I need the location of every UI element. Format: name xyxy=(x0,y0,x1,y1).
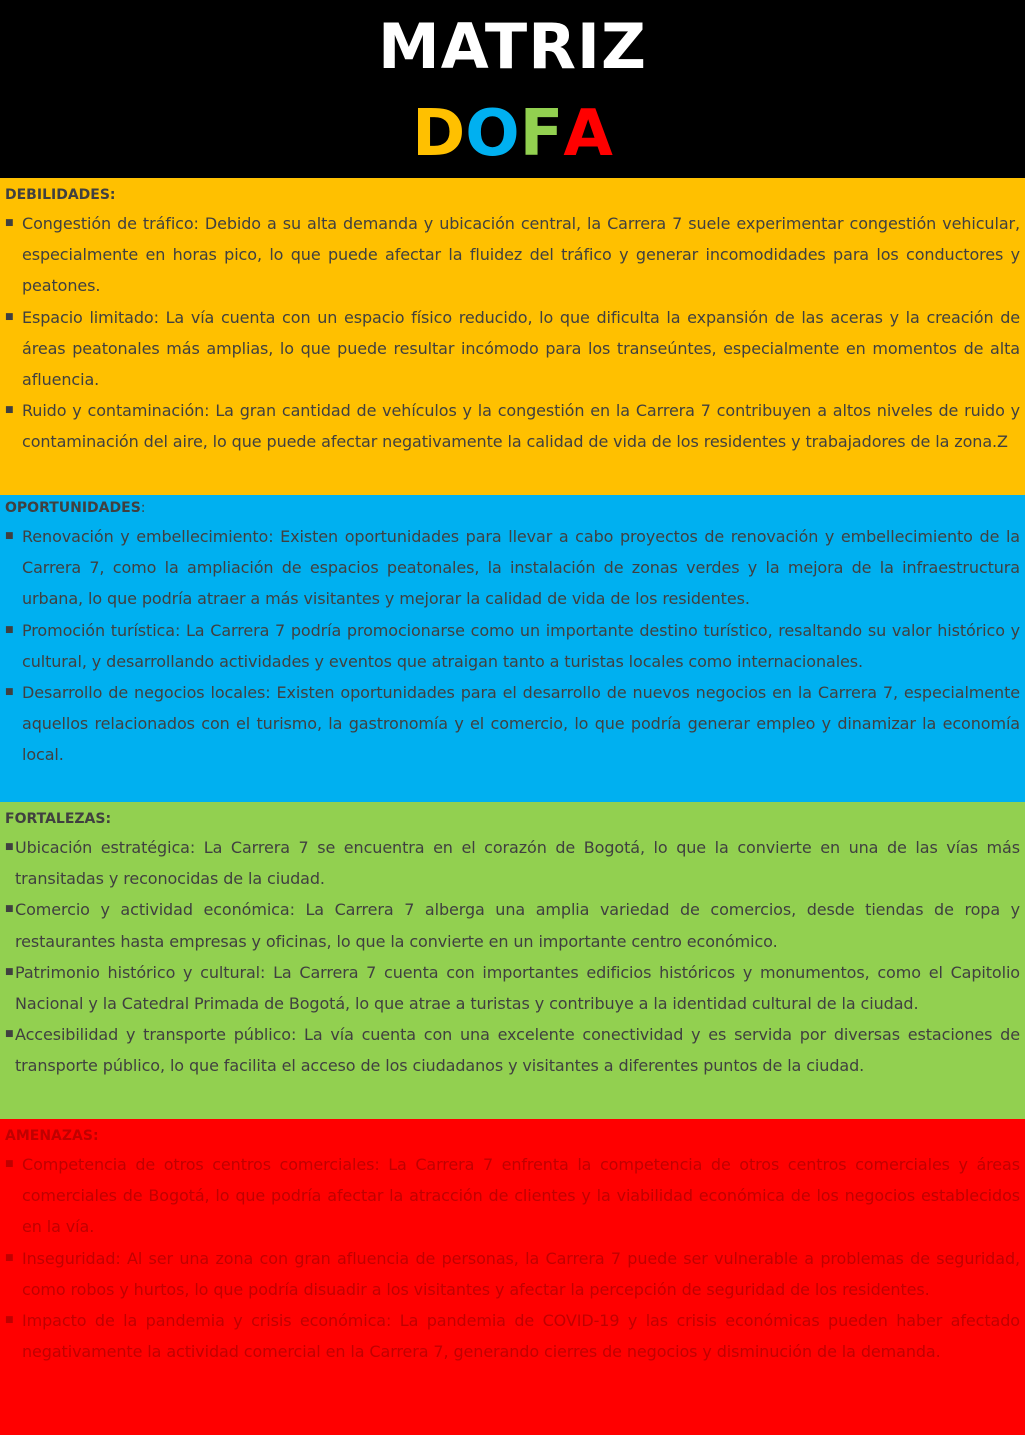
list-item: ■ Ubicación estratégica: La Carrera 7 se encuentra en el corazón de Bogotá, lo que la convierte en una de las vías más transitadas y reconocidas de la ciudad. xyxy=(5,832,1020,894)
bullet-icon: ■ xyxy=(5,842,14,852)
list-item: ■ Patrimonio histórico y cultural: La Carrera 7 cuenta con importantes edificios históricos y monumentos, como el Capitolio Nacional y la Catedral Primada de Bogotá, lo que atrae a turistas y contribuye a la identidad cultural de la ciudad. xyxy=(5,957,1020,1019)
oportunidades-section xyxy=(0,495,1025,802)
bullet-icon: ■ xyxy=(5,1159,14,1169)
bullet-icon: ■ xyxy=(5,1252,14,1263)
list-item: ■ Competencia de otros centros comerciales: La Carrera 7 enfrenta la competencia de otros centros comerciales y áreas comerciales de Bogotá, lo que podría afectar la atracción de clientes y la viabilidad económica de los negocios establecidos en la vía. xyxy=(5,1149,1020,1243)
list-item: ■ Inseguridad: Al ser una zona con gran afluencia de personas, la Carrera 7 puede ser vulnerable a problemas de seguridad, como robos y hurtos, lo que podría disuadir a los visitantes y afectar la percepción de seguridad de los residentes. xyxy=(5,1243,1020,1305)
bullet-icon: ■ xyxy=(5,904,14,915)
bullet-icon: ■ xyxy=(5,966,14,977)
dofa-subtitle xyxy=(0,97,1025,171)
page-title: MATRIZ xyxy=(378,10,647,83)
list-item: ■ Renovación y embellecimiento: Existen oportunidades para llevar a cabo proyectos de renovación y embellecimiento de la Carrera 7, como la ampliación de espacios peatonales, la instalación de zonas verdes y la mejora de la infraestructura urbana, lo que podría atraer a más visitantes y mejorar la calidad de vida de los residentes. xyxy=(5,521,1020,615)
debilidades-title: DEBILIDADES: xyxy=(5,187,116,203)
bullet-icon: ■ xyxy=(5,531,14,541)
list-item: ■ Desarrollo de negocios locales: Existen oportunidades para el desarrollo de nuevos negocios en la Carrera 7, especialmente aquellos relacionados con el turismo, la gastronomía y el comercio, lo que podría generar empleo y dinamizar la economía local. xyxy=(5,677,1020,771)
debilidades-section xyxy=(0,178,1025,495)
fortalezas-section xyxy=(0,802,1025,1119)
oportunidades-title: OPORTUNIDADES: xyxy=(5,500,146,516)
bullet-icon: ■ xyxy=(5,1029,14,1040)
amenazas-title: AMENAZAS: xyxy=(5,1128,99,1144)
list-item: ■ Ruido y contaminación: La gran cantidad de vehículos y la congestión en la Carrera 7 contribuyen a altos niveles de ruido y contaminación del aire, lo que puede afectar negativamente la calidad de vida de los residentes y trabajadores de la zona.Z xyxy=(5,395,1020,457)
bullet-icon: ■ xyxy=(5,1315,14,1326)
bullet-icon: ■ xyxy=(5,624,14,635)
list-item: ■ Comercio y actividad económica: La Carrera 7 alberga una amplia variedad de comercios, desde tiendas de ropa y restaurantes hasta empresas y oficinas, lo que la convierte en un importante centro económico. xyxy=(5,894,1020,956)
debilidades-list xyxy=(5,208,1020,458)
dofa-letter-a: A xyxy=(563,97,613,171)
fortalezas-list xyxy=(5,832,1020,1082)
list-item: ■ Accesibilidad y transporte público: La vía cuenta con una excelente conectividad y es servida por diversas estaciones de transporte público, lo que facilita el acceso de los ciudadanos y visitantes a diferentes puntos de la ciudad. xyxy=(5,1019,1020,1081)
list-item: ■ Impacto de la pandemia y crisis económica: La pandemia de COVID-19 y las crisis económicas pueden haber afectado negativamente la actividad comercial en la Carrera 7, generando cierres de negocios y disminución de la demanda. xyxy=(5,1305,1020,1367)
list-item: ■ Espacio limitado: La vía cuenta con un espacio físico reducido, lo que dificulta la expansión de las aceras y la creación de áreas peatonales más amplias, lo que puede resultar incómodo para los transeúntes, especialmente en momentos de alta afluencia. xyxy=(5,302,1020,396)
bullet-icon: ■ xyxy=(5,311,14,322)
dofa-letter-d: D xyxy=(412,97,466,171)
amenazas-section xyxy=(0,1119,1025,1435)
header xyxy=(0,0,1025,178)
fortalezas-title: FORTALEZAS: xyxy=(5,811,112,827)
bullet-icon: ■ xyxy=(5,687,14,698)
dofa-letter-f: F xyxy=(519,97,564,171)
dofa-letter-o: O xyxy=(465,97,520,171)
list-item: ■ Congestión de tráfico: Debido a su alta demanda y ubicación central, la Carrera 7 suele experimentar congestión vehicular, especialmente en horas pico, lo que puede afectar la fluidez del tráfico y generar incomodidades para los conductores y peatones. xyxy=(5,208,1020,302)
bullet-icon: ■ xyxy=(5,405,14,416)
bullet-icon: ■ xyxy=(5,218,14,228)
amenazas-list xyxy=(5,1149,1020,1367)
list-item: ■ Promoción turística: La Carrera 7 podría promocionarse como un importante destino turístico, resaltando su valor histórico y cultural, y desarrollando actividades y eventos que atraigan tanto a turistas locales como internacionales. xyxy=(5,615,1020,677)
oportunidades-list xyxy=(5,521,1020,771)
